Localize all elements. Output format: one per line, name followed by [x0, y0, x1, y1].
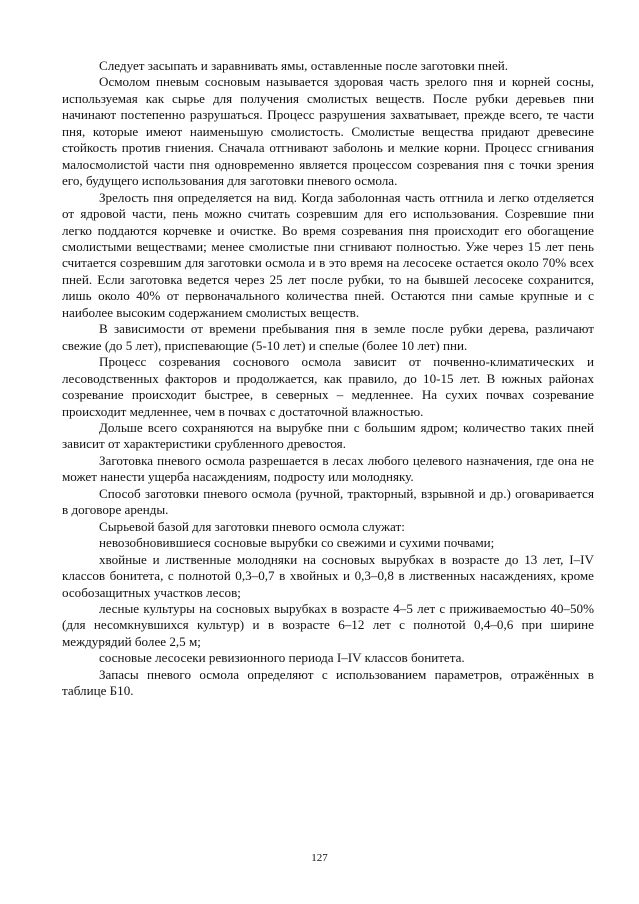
paragraph: Дольше всего сохраняются на вырубке пни с большим ядром; количество таких пней зависит от характеристики срубленного древостоя. [62, 419, 594, 452]
document-body [62, 58, 594, 700]
paragraph: Следует засыпать и заравнивать ямы, оставленные после заготовки пней. [99, 58, 509, 73]
page-number: 127 [311, 852, 328, 864]
paragraph: Заготовка пневого осмола разрешается в лесах любого целевого назначения, где она не может нанести ущерба насаждениям, подросту или молодняку. [62, 452, 594, 485]
paragraph: Способ заготовки пневого осмола (ручной, тракторный, взрывной и др.) оговаривается в договоре аренды. [62, 485, 594, 518]
list-item: хвойные и лиственные молодняки на сосновых вырубках в возрасте до 13 лет, I–IV классов бонитета, с полнотой 0,3–0,7 в хвойных и 0,3–0,8 в лиственных насаждениях, кроме особозащитных участков лесов; [62, 551, 594, 600]
paragraph: Осмолом пневым сосновым называется здоровая часть зрелого пня и корней сосны, используемая как сырье для получения смолистых веществ. После рубки деревьев пни начинают постепенно разрушаться. Процесс разрушения захватывает, прежде всего, те части пня, которые имеют наименьшую смолистость. Смолистые вещества придают древесине стойкость против гниения. Сначала отгнивают заболонь и мелкие корни. Процесс сгнивания малосмолистой части пня одновременно является процессом созревания пня с точки зрения его, будущего использования для заготовки пневого осмола. [62, 74, 594, 189]
list-item: невозобновившиеся сосновые вырубки со свежими и сухими почвами; [99, 535, 495, 551]
paragraph: Сырьевой базой для заготовки пневого осмола служат: [99, 518, 405, 534]
list-item: лесные культуры на сосновых вырубках в возрасте 4–5 лет с приживаемостью 40–50% (для несомкнувшихся культур) и в возрасте 6–12 лет с полнотой 0,4–0,6 при ширине междурядий более 2,5 м; [62, 600, 594, 649]
paragraph: Зрелость пня определяется на вид. Когда заболонная часть отгнила и легко отделяется от ядровой части, пень можно считать созревшим для его использования. Созревшие пни легко поддаются корчевке и очистке. Во время созревания пня происходит его обогащение смолистыми веществами; менее смолистые пни сгнивают полностью. Уже через 15 лет пень считается созревшим для заготовки осмола и в это время на лесосеке остается около 70% всех пней. Если заготовка ведется через 25 лет после рубки, то на бывшей лесосеке сохранится, лишь около 40% от первоначального количества пней. Остаются пни самые крупные и с наиболее высоким содержанием смолистых веществ. [62, 189, 594, 320]
paragraph: В зависимости от времени пребывания пня в земле после рубки дерева, различают свежие (до 5 лет), приспевающие (5-10 лет) и спелые (более 10 лет) пни. [62, 321, 594, 353]
paragraph: Процесс созревания соснового осмола зависит от почвенно-климатических и лесоводственных факторов и продолжается, как правило, до 10-15 лет. В южных районах созревание происходит быстрее, в северных – медленнее. На сухих почвах созревание происходит медленнее, чем в почвах с достаточной влажностью. [62, 354, 594, 419]
list-item: сосновые лесосеки ревизионного периода I–IV классов бонитета. [99, 650, 465, 666]
paragraph: Запасы пневого осмола определяют с использованием параметров, отражённых в таблице Б10. [62, 666, 594, 699]
